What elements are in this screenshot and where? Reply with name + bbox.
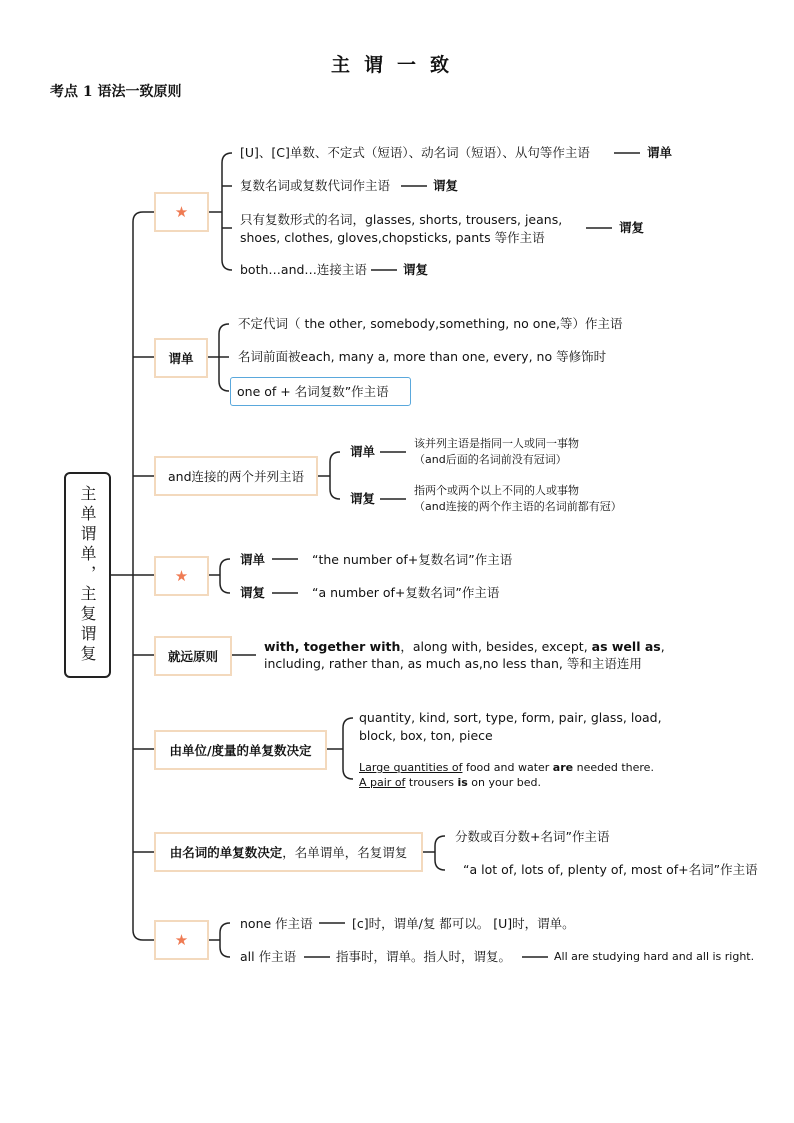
node-8-box	[154, 920, 209, 960]
n1-item-b: 复数名词或复数代词作主语	[240, 178, 391, 193]
n4-plural-label: 谓复	[240, 585, 266, 600]
n3-plural-line1: 指两个或两个以上不同的人或事物	[414, 484, 579, 497]
n5-line1-mid: ，along with, besides, except,	[400, 639, 592, 654]
n1-item-c-line1: 只有复数形式的名词，glasses, shorts, trousers, jeans,	[240, 212, 563, 227]
section-subtitle: 考点 1 语法一致原则	[50, 84, 182, 100]
n1-item-b-result: 谓复	[433, 178, 459, 193]
n4-plural-text: “a number of+复数名词”作主语	[312, 585, 500, 600]
n5-line2: including, rather than, as much as,no less than, 等和主语连用	[264, 656, 642, 671]
n3-plural-label: 谓复	[350, 491, 376, 506]
node-3-box: and连接的两个并列主语	[154, 456, 318, 496]
n6-ex2-mid: trousers	[405, 776, 458, 789]
n8-none-text: [c]时，谓单/复 都可以。 [U]时，谓单。	[352, 916, 575, 931]
n8-all-label: all 作主语	[240, 949, 297, 964]
n5-line1	[264, 638, 665, 655]
node-6-box: 由单位/度量的单复数决定	[154, 730, 327, 770]
n6-example-1	[359, 760, 654, 776]
n1-item-a-result: 谓单	[647, 145, 673, 160]
n5-line1-bold2: as well as	[591, 639, 661, 654]
n6-ex1-end: needed there.	[573, 761, 654, 774]
node-4-box	[154, 556, 209, 596]
n3-single-label: 谓单	[350, 444, 376, 459]
n6-ex1-underlined: Large quantities of	[359, 761, 463, 774]
n2-item-c: one of + 名词复数”作主语	[237, 384, 389, 399]
n6-ex2-verb: is	[457, 776, 468, 789]
star-icon: ★	[174, 203, 189, 221]
n8-all-text: 指事时，谓单。指人时，谓复。	[336, 949, 512, 964]
n7-item-a: 分数或百分数+名词”作主语	[455, 829, 610, 844]
root-node	[64, 472, 111, 678]
n4-single-label: 谓单	[240, 552, 266, 567]
node-7-box	[154, 832, 423, 872]
n5-line1-end: ,	[660, 639, 665, 654]
n1-item-c-result: 谓复	[619, 220, 645, 235]
n2-item-c-highlight	[230, 377, 411, 406]
n5-line1-bold: with, together with	[264, 639, 401, 654]
n3-single-line2: （and后面的名词前没有冠词）	[414, 453, 567, 466]
n1-item-c-line2: shoes, clothes, gloves,chopsticks, pants 等作主语	[240, 230, 545, 245]
n1-item-a: [U]、[C]单数、不定式（短语）、动名词（短语）、从句等作主语	[240, 145, 590, 160]
n8-none-label: none 作主语	[240, 916, 313, 931]
n3-plural-line2: （and连接的两个作主语的名词前都有冠）	[414, 500, 622, 513]
star-icon: ★	[174, 567, 189, 585]
star-icon: ★	[174, 931, 189, 949]
n6-text-line1: quantity, kind, sort, type, form, pair, glass, load,	[359, 710, 662, 725]
page-title: 主谓一致	[330, 54, 463, 76]
node-1-box	[154, 192, 209, 232]
n8-all-example: All are studying hard and all is right.	[554, 950, 755, 963]
n1-item-d: both…and…连接主语	[240, 262, 367, 277]
n4-single-text: “the number of+复数名词”作主语	[312, 552, 513, 567]
n6-ex1-mid: food and water	[462, 761, 553, 774]
n6-example-2	[359, 775, 541, 791]
node-2-box: 谓单	[154, 338, 208, 378]
n6-ex1-verb: are	[552, 761, 574, 774]
n6-ex2-end: on your bed.	[467, 776, 541, 789]
n2-item-b: 名词前面被each, many a, more than one, every, no 等修饰时	[238, 349, 607, 364]
n7-label-rest: ，名单谓单，名复谓复	[282, 845, 408, 860]
node-5-box: 就远原则	[154, 636, 232, 676]
n7-label-bold: 由名词的单复数决定	[169, 845, 283, 860]
n6-ex2-underlined: A pair of	[359, 776, 406, 789]
root-label: 主单谓单，主复谓复	[78, 485, 97, 665]
n1-item-d-result: 谓复	[403, 262, 429, 277]
n3-single-line1: 该并列主语是指同一人或同一事物	[414, 437, 579, 450]
n6-text-line2: block, box, ton, piece	[359, 728, 493, 743]
n2-item-a: 不定代词（ the other, somebody,something, no one,等）作主语	[238, 316, 623, 331]
n7-item-b: “a lot of, lots of, plenty of, most of+名词”作主语	[463, 862, 758, 877]
